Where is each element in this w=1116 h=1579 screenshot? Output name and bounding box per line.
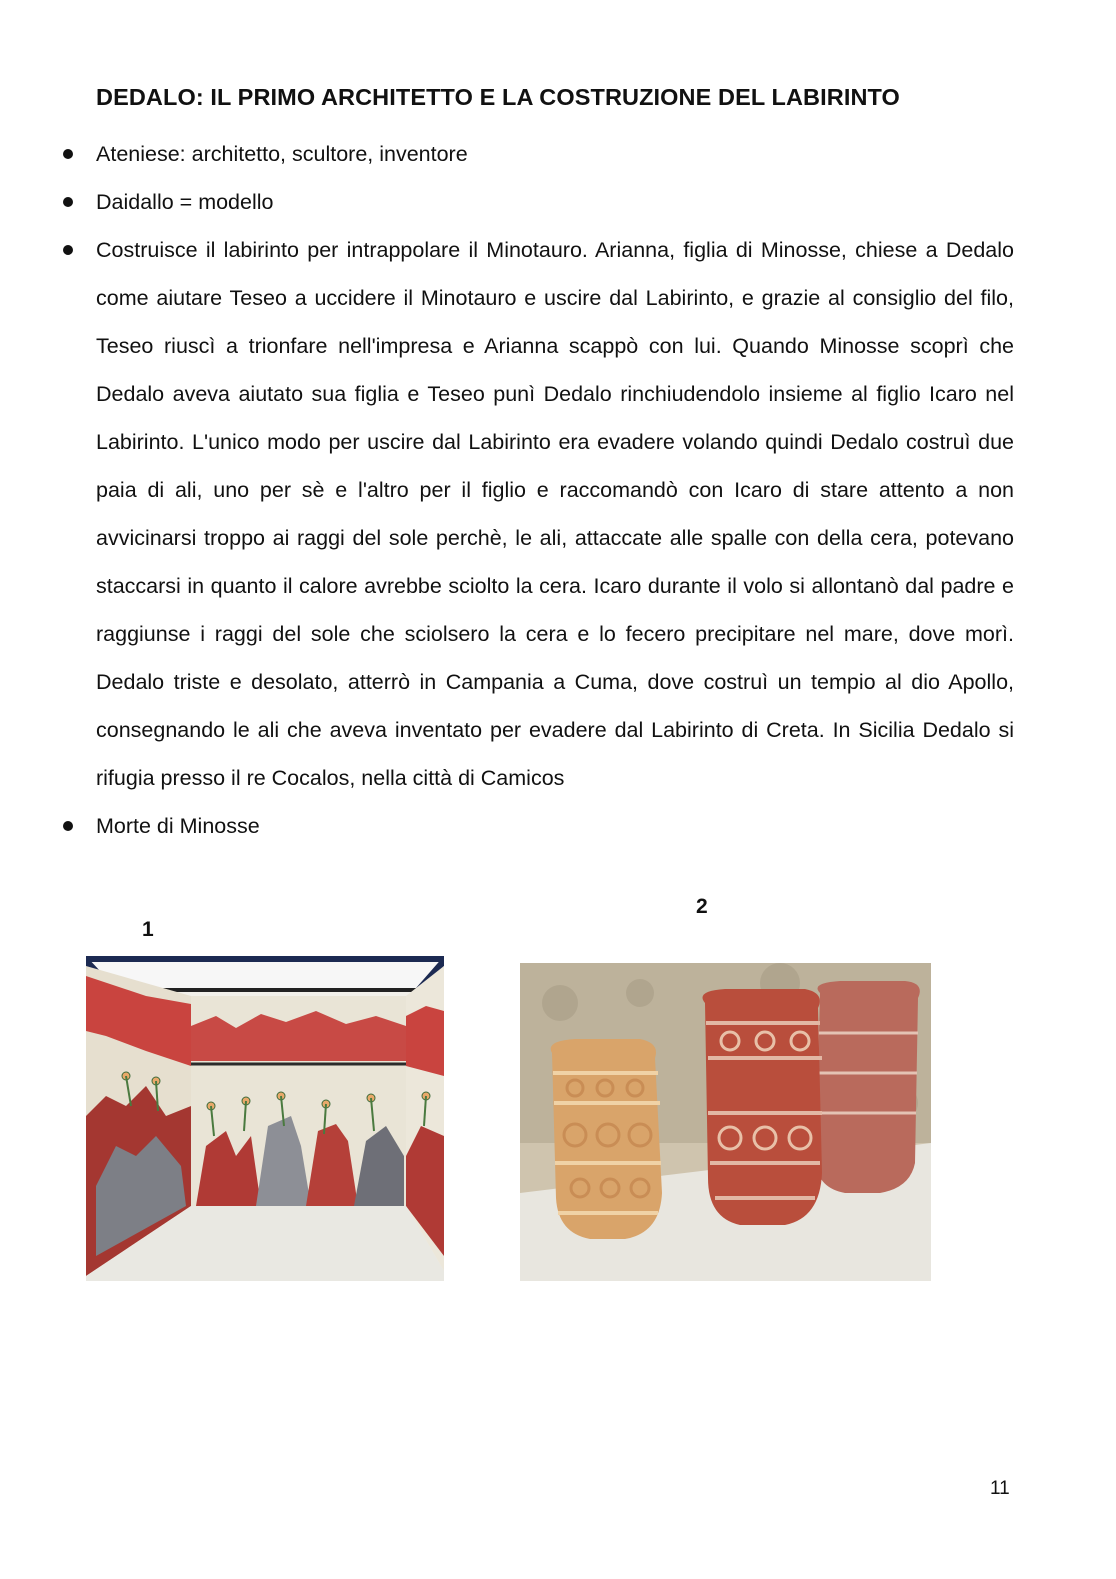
pithoi-jars-image <box>520 963 931 1281</box>
bullet-icon <box>63 245 73 255</box>
list-item-text: Ateniese: architetto, scultore, inventore <box>96 142 468 166</box>
list-item <box>0 226 1014 802</box>
bullet-list <box>0 130 1116 850</box>
bullet-icon <box>63 821 73 831</box>
figure-1-label: 1 <box>142 918 154 941</box>
list-item-text: Daidallo = modello <box>96 190 274 214</box>
page-title: DEDALO: IL PRIMO ARCHITETTO E LA COSTRUZIONE DEL LABIRINTO <box>96 84 900 110</box>
fresco-room-image <box>86 956 444 1281</box>
bullet-icon <box>63 197 73 207</box>
list-item-text: Morte di Minosse <box>96 814 260 838</box>
list-item-text: Costruisce il labirinto per intrappolare il Minotauro. Arianna, figlia di Minosse, chiese a Dedalo come aiutare Teseo a uccidere il Minotauro e uscire dal Labirinto, e grazie al consiglio del filo, Teseo riuscì a trionfare nell'impresa e Arianna scappò con lui. Quando Minosse scoprì che Dedalo aveva aiutato sua figlia e Teseo punì Dedalo rinchiudendolo insieme al figlio Icaro nel Labirinto. L'unico modo per uscire dal Labirinto era evadere volando quindi Dedalo costruì due paia di ali, uno per sè e l'altro per il figlio e raccomandò con Icaro di stare attento a non avvicinarsi troppo ai raggi del sole perchè, le ali, attaccate alle spalle con della cera, potevano staccarsi in quanto il calore avrebbe sciolto la cera. Icaro durante il volo si allontanò dal padre e raggiunse i raggi del sole che sciolsero la cera e lo fecero precipitare nel mare, dove morì. Dedalo triste e desolato, atterrò in Campania a Cuma, dove costruì un tempio al dio Apollo, consegnando le ali che aveva inventato per evadere dal Labirinto di Creta. In Sicilia Dedalo si rifugia presso il re Cocalos, nella città di Camicos <box>96 238 1014 790</box>
list-item <box>0 178 1014 226</box>
page-number: 11 <box>990 1478 1010 1499</box>
list-item <box>0 802 1014 850</box>
list-item <box>0 130 1014 178</box>
bullet-icon <box>63 149 73 159</box>
figure-2-label: 2 <box>696 895 708 918</box>
